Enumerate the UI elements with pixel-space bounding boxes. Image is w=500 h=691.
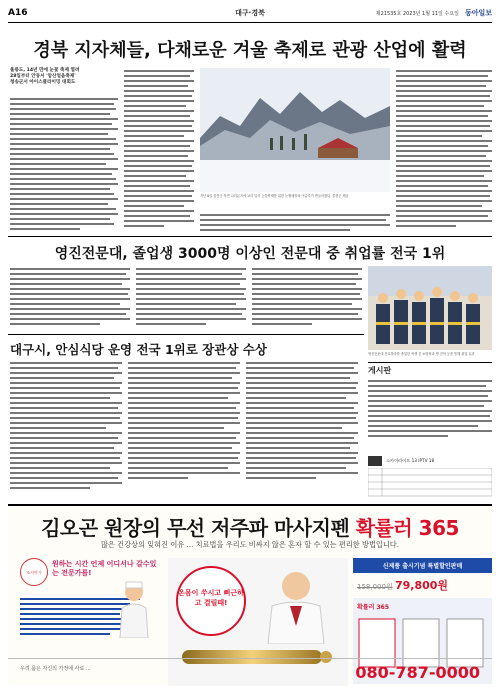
text-lines: [128, 360, 240, 500]
notice-title: 게시판: [368, 366, 392, 375]
snow-landscape-image: [200, 68, 390, 192]
story2-body-col3: [252, 266, 362, 330]
ad-slogan-a: 우리 몸은 자신의: [20, 666, 57, 672]
story1-body-col3: [200, 212, 390, 232]
story2-photo: [368, 266, 492, 350]
ad-bottom-strip: [8, 658, 492, 688]
section-rule-2: [8, 334, 364, 335]
story1-photo: [200, 68, 390, 192]
story1-kickers: [10, 68, 118, 86]
story1-body-col2: [124, 68, 194, 232]
ad-badge-label: 조지아가: [26, 570, 42, 575]
text-lines: [246, 360, 358, 500]
story1-body-col1: [10, 96, 118, 232]
ad-phone-number[interactable]: 080-787-0000: [355, 663, 480, 682]
nurse-illustration: [112, 578, 156, 638]
section-title: 대구·경북: [235, 9, 265, 17]
tv-info: [368, 456, 492, 466]
newspaper-logo: 동아일보: [464, 9, 492, 17]
ad-price-old: 158,000원: [357, 583, 393, 591]
notice-board: [368, 362, 492, 500]
ad-title-brand: 확률러 365: [355, 516, 459, 540]
header-rule: [8, 22, 492, 23]
text-lines: [200, 212, 390, 232]
tv-logo-icon: [368, 456, 382, 466]
story1-kicker-a: 울릉도, 14년 만에 눈꽃 축제 열려: [10, 68, 80, 73]
story2-body-col2: [136, 266, 246, 330]
ad-question: 원하는 시간 언제 어디서나 갈수있는 전문가를!: [52, 560, 157, 577]
story2-body-col1: [10, 266, 130, 330]
doctor-photo: [246, 564, 346, 644]
story1-kicker-c: 청송군서 아이스클라이밍 대회도: [10, 80, 76, 85]
story2-headline: 영진전문대, 졸업생 3000명 이상인 전문대 중 취업률 전국 1위: [54, 246, 446, 262]
story3-body-col3: [246, 360, 358, 500]
ad-price-new: 79,800원: [394, 579, 449, 592]
story1-kicker-b: 28일부터 안동서 '암산얼음축제': [10, 74, 76, 79]
notice-text-lines: [368, 378, 492, 448]
page-number: A16: [8, 8, 28, 18]
text-lines: [252, 266, 362, 330]
ad-title-doctor: 김오곤 원장: [41, 516, 142, 540]
page-header: [8, 6, 492, 20]
ad-slogan: [20, 665, 91, 672]
issue-meta: 제21535호 2023년 1월 11일 수요일: [375, 10, 459, 17]
schedule-table-lines: [368, 468, 492, 498]
story3-body-col2: [128, 360, 240, 500]
text-lines: [10, 360, 122, 500]
tv-channels: 스카이라이프 13 IPTV 18: [386, 458, 435, 463]
ad-product-name: 확률러 365: [357, 604, 390, 611]
ad-price-block: [353, 573, 492, 597]
ad-banner[interactable]: [8, 504, 492, 685]
ad-subtitle: 많은 건강상의 잊혀진 이유 ... 치료법을 우리도 비싸지 않은 혼자 할 수 있는 편리한 방법입니다.: [100, 540, 400, 549]
story3-body-col1: [10, 360, 122, 500]
text-lines: [10, 266, 130, 330]
ad-slogan-b: 가정에 사로 ...: [58, 666, 91, 672]
story1-headline: 경북 지자체들, 다채로운 겨울 축제로 관광 산업에 활력: [33, 40, 467, 61]
story3-headline: 대구시, 안심식당 운영 전국 1위로 장관상 수상: [10, 342, 267, 357]
ad-badge-icon: [20, 558, 48, 586]
ad-tagline: 온몸이 쑤시고 뻐근하고 결릴때!: [178, 589, 244, 607]
ad-price-label: 신제품 출시기념 특별할인판매: [353, 558, 492, 573]
graduates-group-image: [368, 266, 492, 350]
section-rule-1: [8, 236, 492, 237]
ad-title-product: 의 무선 저주파 마사지펜: [141, 516, 350, 540]
text-lines: [124, 68, 194, 232]
text-lines: [136, 266, 246, 330]
story1-body-col4: [396, 68, 492, 232]
ad-title: [8, 512, 492, 541]
text-lines: [10, 96, 118, 232]
story2-photo-caption: 영진전문대 간호학과를 졸업한 학생 중 소방학과 병 진학 등을 통해 취업 효과: [368, 352, 475, 356]
story1-photo-caption: 지난 8일 울릉군 북면 나리분지에 보리 알곡 눈꽃축제를 위한 눈썰매장과 이글루가 만들어졌다. 울릉군 제공: [200, 194, 349, 198]
ad-tagline-bubble: [176, 566, 246, 636]
text-lines: [396, 68, 492, 232]
